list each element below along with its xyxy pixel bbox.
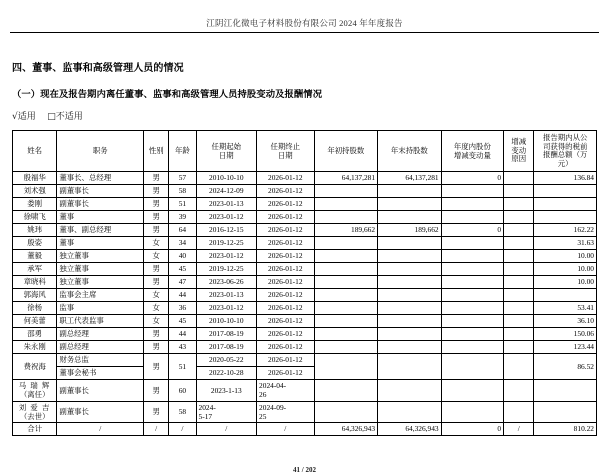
table-row (13, 380, 597, 402)
table-row (13, 276, 597, 289)
cell-name: 殷姿 (13, 237, 57, 250)
cell-pretax-pay (534, 289, 597, 302)
cell-shares-change (441, 237, 504, 250)
term-end-line2: 日期 (277, 151, 293, 161)
cell-name: 费祝海 (13, 354, 57, 380)
section-heading: 四、董事、监事和高级管理人员的情况 (12, 63, 184, 74)
cell-term-end: 2026-01-12 (257, 367, 314, 380)
cell-shares-change (441, 315, 504, 328)
cell-term-start: 2010-10-10 (196, 315, 257, 328)
table-row (13, 224, 597, 237)
cell-term-end: 2026-01-12 (257, 276, 314, 289)
cell-term-end: 2026-01-12 (257, 224, 314, 237)
cell-shares-begin (314, 276, 378, 289)
cell-name: 何美蕾 (13, 315, 57, 328)
pretax-pay-line4: 元） (557, 158, 573, 168)
cell-name: 殷福华 (13, 172, 57, 185)
cell-term-start: 2024-12-09 (196, 185, 257, 198)
cell-change-reason (504, 328, 534, 341)
cell-change-reason (504, 341, 534, 354)
cell-shares-change (441, 250, 504, 263)
cell-term-start: 2019-12-25 (196, 263, 257, 276)
cell-shares-begin (314, 263, 378, 276)
cell-name: 郭海风 (13, 289, 57, 302)
cell-shares-end (378, 250, 442, 263)
col-header-shares-change (441, 131, 504, 172)
cell-gender: 男 (144, 341, 169, 354)
cell-gender: 男 (144, 276, 169, 289)
cell-term-start: 2023-06-26 (196, 276, 257, 289)
pretax-pay-line1: 报告期内从公 (543, 133, 588, 142)
cell-total-change-reason: / (504, 423, 534, 436)
cell-term-start: 2016-12-15 (196, 224, 257, 237)
cell-age: 47 (169, 276, 196, 289)
cell-term-end: 2026-01-12 (257, 211, 314, 224)
cell-name: 邵勇 (13, 328, 57, 341)
cell-change-reason (504, 401, 534, 423)
cell-term-start: 2017-08-19 (196, 341, 257, 354)
col-header-term-start (196, 131, 257, 172)
table-row (13, 354, 597, 367)
cell-pretax-pay: 86.52 (534, 354, 597, 380)
cell-shares-end (378, 315, 442, 328)
cell-shares-change (441, 401, 504, 423)
term-end-line1: 任期终止 (270, 141, 301, 151)
cell-shares-change: 0 (441, 224, 504, 237)
cell-change-reason (504, 289, 534, 302)
cell-term-start-line2: 5-17 (198, 411, 213, 421)
cell-gender: 女 (144, 302, 169, 315)
cell-name: 刘术强 (13, 185, 57, 198)
cell-change-reason (504, 224, 534, 237)
cell-age: 34 (169, 237, 196, 250)
table-row (13, 315, 597, 328)
table-row (13, 401, 597, 423)
cell-position: 独立董事 (57, 250, 144, 263)
cell-age: 64 (169, 224, 196, 237)
change-reason-line2: 变动 (511, 145, 527, 155)
table-header-row (13, 131, 597, 172)
table-body (13, 172, 597, 436)
cell-shares-change (441, 341, 504, 354)
cell-age: 44 (169, 328, 196, 341)
cell-shares-begin (314, 211, 378, 224)
cell-total-term-end: / (257, 423, 314, 436)
cell-name: 姚玮 (13, 224, 57, 237)
cell-name: 董毅 (13, 250, 57, 263)
cell-pretax-pay: 10.00 (534, 263, 597, 276)
cell-shares-change (441, 380, 504, 402)
cell-change-reason (504, 250, 534, 263)
cell-shares-begin (314, 341, 378, 354)
cell-shares-begin (314, 250, 378, 263)
pretax-pay-line3: 报酬总额（万 (543, 150, 588, 160)
cell-change-reason (504, 354, 534, 380)
cell-shares-end (378, 302, 442, 315)
term-start-line2: 日期 (218, 151, 234, 161)
cell-term-start (196, 401, 257, 423)
cell-shares-end (378, 354, 442, 380)
cell-age: 44 (169, 289, 196, 302)
cell-shares-begin (314, 401, 378, 423)
cell-shares-begin (314, 185, 378, 198)
cell-change-reason (504, 276, 534, 289)
cell-pretax-pay: 10.00 (534, 250, 597, 263)
table-row (13, 172, 597, 185)
col-header-change-reason (504, 131, 534, 172)
cell-pretax-pay: 10.00 (534, 276, 597, 289)
cell-shares-change (441, 289, 504, 302)
table-row (13, 250, 597, 263)
cell-term-start: 2022-10-28 (196, 367, 257, 380)
cell-pretax-pay: 123.44 (534, 341, 597, 354)
cell-gender: 男 (144, 198, 169, 211)
header-divider (10, 32, 599, 33)
cell-position: 副董事长 (57, 380, 144, 402)
cell-shares-change (441, 302, 504, 315)
cell-position: 董事、副总经理 (57, 224, 144, 237)
cell-gender: 男 (144, 172, 169, 185)
cell-name (13, 401, 57, 423)
cell-shares-change (441, 185, 504, 198)
cell-shares-end (378, 263, 442, 276)
cell-pretax-pay: 162.22 (534, 224, 597, 237)
cell-position: 董事会秘书 (57, 367, 144, 380)
shares-change-line2: 增减变动量 (453, 151, 491, 161)
cell-change-reason (504, 263, 534, 276)
cell-total-shares-begin: 64,326,943 (314, 423, 378, 436)
table-row (13, 185, 597, 198)
cell-term-start: 2023-1-13 (196, 380, 257, 402)
cell-pretax-pay: 150.06 (534, 328, 597, 341)
cell-shares-begin: 64,137,281 (314, 172, 378, 185)
table-row (13, 211, 597, 224)
cell-gender: 男 (144, 380, 169, 402)
cell-shares-end (378, 401, 442, 423)
cell-age: 51 (169, 198, 196, 211)
cell-shares-begin (314, 380, 378, 402)
col-header-age: 年龄 (169, 131, 196, 172)
cell-position: 副总经理 (57, 328, 144, 341)
cell-pretax-pay (534, 198, 597, 211)
cell-term-end-line1: 2024-09- (259, 402, 287, 412)
table-row (13, 341, 597, 354)
cell-shares-begin (314, 315, 378, 328)
cell-position: 独立董事 (57, 263, 144, 276)
cell-shares-end (378, 198, 442, 211)
col-header-pretax-pay (534, 131, 597, 172)
cell-pretax-pay (534, 401, 597, 423)
cell-shares-end (378, 237, 442, 250)
cell-shares-end (378, 328, 442, 341)
cell-term-end: 2026-01-12 (257, 328, 314, 341)
table-row (13, 302, 597, 315)
cell-position: 监事会主席 (57, 289, 144, 302)
cell-total-shares-end: 64,326,943 (378, 423, 442, 436)
cell-gender: 男 (144, 185, 169, 198)
cell-shares-change (441, 198, 504, 211)
cell-name-line1: 马 瑞 辉 (18, 381, 51, 391)
cell-position: 监事 (57, 302, 144, 315)
cell-term-end: 2026-01-12 (257, 341, 314, 354)
cell-position: 独立董事 (57, 276, 144, 289)
applicable-unchecked[interactable]: □不适用 (47, 112, 83, 122)
cell-term-start: 2023-01-12 (196, 250, 257, 263)
cell-total-age: / (169, 423, 196, 436)
cell-shares-begin (314, 354, 378, 380)
running-header: 江阴江化微电子材料股份有限公司 2024 年年度报告 (206, 18, 403, 28)
cell-gender: 女 (144, 315, 169, 328)
pretax-pay-line2: 司获得的税前 (543, 141, 588, 151)
cell-total-label: 合计 (13, 423, 57, 436)
cell-term-end: 2026-01-12 (257, 172, 314, 185)
col-header-shares-begin: 年初持股数 (314, 131, 378, 172)
cell-total-term-start: / (196, 423, 257, 436)
cell-total-shares-change: 0 (441, 423, 504, 436)
cell-term-end-line1: 2024-04- (259, 381, 287, 391)
cell-gender: 女 (144, 250, 169, 263)
table-row (13, 289, 597, 302)
cell-pretax-pay (534, 211, 597, 224)
cell-shares-begin (314, 328, 378, 341)
cell-term-start: 2023-01-13 (196, 289, 257, 302)
cell-shares-begin (314, 289, 378, 302)
table-row (13, 328, 597, 341)
cell-age: 45 (169, 263, 196, 276)
shares-change-line1: 年度内股份 (453, 141, 491, 151)
cell-total-position: / (57, 423, 144, 436)
cell-shares-change (441, 354, 504, 380)
cell-age: 57 (169, 172, 196, 185)
cell-position: 董事 (57, 211, 144, 224)
cell-gender: 女 (144, 289, 169, 302)
cell-term-end: 2026-01-12 (257, 289, 314, 302)
cell-shares-change (441, 211, 504, 224)
cell-change-reason (504, 237, 534, 250)
cell-term-end: 2026-01-12 (257, 354, 314, 367)
cell-position: 董事 (57, 237, 144, 250)
cell-position: 董事长、总经理 (57, 172, 144, 185)
cell-term-start: 2010-10-10 (196, 172, 257, 185)
change-reason-line1: 增减 (511, 137, 527, 147)
cell-name (13, 380, 57, 402)
cell-position: 职工代表监事 (57, 315, 144, 328)
cell-name: 娄刚 (13, 198, 57, 211)
cell-name: 朱永刚 (13, 341, 57, 354)
cell-shares-change (441, 276, 504, 289)
cell-term-end: 2026-01-12 (257, 198, 314, 211)
cell-shares-begin (314, 198, 378, 211)
cell-age: 40 (169, 250, 196, 263)
cell-total-pretax-pay: 810.22 (534, 423, 597, 436)
cell-term-start: 2023-01-12 (196, 211, 257, 224)
cell-position: 副总经理 (57, 341, 144, 354)
term-start-line1: 任期起始 (211, 141, 242, 151)
cell-name: 徐啸飞 (13, 211, 57, 224)
cell-term-end (257, 380, 314, 402)
cell-term-end: 2026-01-12 (257, 185, 314, 198)
cell-age: 51 (169, 354, 196, 380)
cell-gender: 男 (144, 224, 169, 237)
cell-shares-change: 0 (441, 172, 504, 185)
cell-shares-change (441, 263, 504, 276)
cell-age: 58 (169, 185, 196, 198)
cell-term-start: 2023-01-13 (196, 198, 257, 211)
cell-change-reason (504, 198, 534, 211)
cell-term-end-line2: 25 (259, 411, 267, 421)
applicable-checked[interactable]: √适用 (12, 112, 36, 122)
cell-term-end: 2026-01-12 (257, 315, 314, 328)
cell-pretax-pay: 53.41 (534, 302, 597, 315)
cell-gender: 男 (144, 401, 169, 423)
cell-term-start: 2017-08-19 (196, 328, 257, 341)
cell-shares-begin (314, 302, 378, 315)
cell-term-start: 2020-05-22 (196, 354, 257, 367)
cell-shares-end (378, 276, 442, 289)
cell-age: 36 (169, 302, 196, 315)
cell-gender: 男 (144, 263, 169, 276)
cell-shares-begin: 189,662 (314, 224, 378, 237)
cell-gender: 男 (144, 354, 169, 380)
cell-pretax-pay: 136.84 (534, 172, 597, 185)
col-header-shares-end: 年末持股数 (378, 131, 442, 172)
cell-term-end-line2: 26 (259, 390, 267, 400)
cell-shares-end: 189,662 (378, 224, 442, 237)
cell-shares-begin (314, 237, 378, 250)
page-number: 41 / 202 (293, 466, 316, 474)
table-row (13, 263, 597, 276)
cell-name-line2: （离任） (19, 390, 50, 400)
col-header-position: 职务 (57, 131, 144, 172)
col-header-gender: 性别 (144, 131, 169, 172)
table-total-row (13, 423, 597, 436)
cell-term-end: 2026-01-12 (257, 302, 314, 315)
cell-change-reason (504, 185, 534, 198)
cell-pretax-pay: 31.63 (534, 237, 597, 250)
cell-pretax-pay (534, 380, 597, 402)
cell-pretax-pay: 36.10 (534, 315, 597, 328)
cell-position: 财务总监 (57, 354, 144, 367)
cell-shares-end (378, 341, 442, 354)
cell-position: 副董事长 (57, 198, 144, 211)
cell-change-reason (504, 211, 534, 224)
change-reason-line3: 原因 (511, 154, 527, 164)
cell-shares-end (378, 380, 442, 402)
management-holdings-table (12, 130, 597, 436)
cell-term-end: 2026-01-12 (257, 237, 314, 250)
cell-change-reason (504, 302, 534, 315)
cell-shares-end (378, 185, 442, 198)
cell-term-start: 2019-12-25 (196, 237, 257, 250)
cell-name: 章晓科 (13, 276, 57, 289)
cell-term-start-line1: 2024- (198, 402, 216, 412)
cell-age: 43 (169, 341, 196, 354)
table-row (13, 237, 597, 250)
cell-shares-end: 64,137,281 (378, 172, 442, 185)
cell-term-end (257, 401, 314, 423)
cell-term-end: 2026-01-12 (257, 263, 314, 276)
cell-shares-change (441, 328, 504, 341)
cell-gender: 女 (144, 237, 169, 250)
cell-shares-end (378, 211, 442, 224)
cell-term-start: 2023-01-12 (196, 302, 257, 315)
cell-change-reason (504, 380, 534, 402)
cell-position: 副董事长 (57, 401, 144, 423)
cell-pretax-pay (534, 185, 597, 198)
cell-age: 39 (169, 211, 196, 224)
cell-name: 承军 (13, 263, 57, 276)
cell-gender: 男 (144, 328, 169, 341)
cell-age: 58 (169, 401, 196, 423)
col-header-name: 姓名 (13, 131, 57, 172)
cell-shares-end (378, 289, 442, 302)
cell-change-reason (504, 315, 534, 328)
cell-name-line1: 刘 爱 吉 (18, 402, 51, 412)
cell-name: 徐杨 (13, 302, 57, 315)
cell-term-end: 2026-01-12 (257, 250, 314, 263)
col-header-term-end (257, 131, 314, 172)
subsection-heading: （一）现在及报告期内离任董事、监事和高级管理人员持股变动及报酬情况 (12, 90, 323, 100)
table-row (13, 198, 597, 211)
applicability-line (12, 109, 597, 122)
cell-gender: 男 (144, 211, 169, 224)
cell-change-reason (504, 172, 534, 185)
cell-total-gender: / (144, 423, 169, 436)
cell-position: 副董事长 (57, 185, 144, 198)
cell-age: 60 (169, 380, 196, 402)
cell-age: 45 (169, 315, 196, 328)
cell-name-line2: （去世） (19, 411, 50, 421)
